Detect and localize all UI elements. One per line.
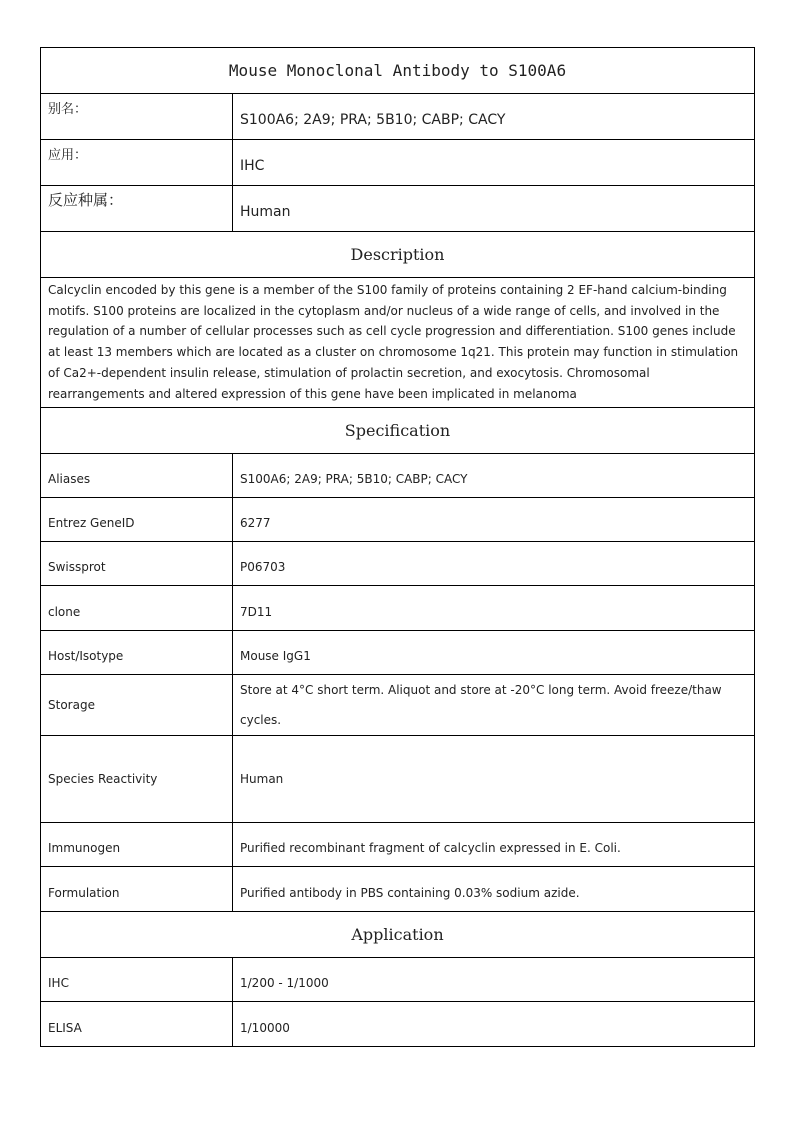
spec-value-swissprot: P06703	[233, 542, 755, 586]
spec-label-aliases: Aliases	[41, 454, 233, 498]
description-heading-row	[41, 232, 755, 278]
alias-label: 别名：	[41, 94, 233, 140]
application-row	[41, 958, 755, 1002]
description-heading: Description	[41, 232, 755, 278]
spec-label-immunogen: Immunogen	[41, 823, 233, 867]
reactivity-summary-row	[41, 186, 755, 232]
description-text: Calcyclin encoded by this gene is a member of the S100 family of proteins containing 2 EF-hand calcium-binding motifs. S100 proteins are localized in the cytoplasm and/or nucleus of a wide range of cells, and involved in the regulation of a number of cellular processes such as cell cycle progression and differentiation. S100 genes include at least 13 members which are located as a cluster on chromosome 1q21. This protein may function in stimulation of Ca2+-dependent insulin release, stimulation of prolactin secretion, and exocytosis. Chromosomal rearrangements and altered expression of this gene have been implicated in melanoma	[41, 278, 755, 408]
description-row	[41, 278, 755, 408]
spec-label-clone: clone	[41, 586, 233, 631]
spec-value-formulation: Purified antibody in PBS containing 0.03% sodium azide.	[233, 867, 755, 912]
application-label-elisa: ELISA	[41, 1002, 233, 1047]
spec-value-host: Mouse IgG1	[233, 631, 755, 675]
application-label-ihc: IHC	[41, 958, 233, 1002]
spec-row	[41, 631, 755, 675]
spec-row	[41, 675, 755, 736]
application-value-elisa: 1/10000	[233, 1002, 755, 1047]
spec-value-clone: 7D11	[233, 586, 755, 631]
application-heading: Application	[41, 912, 755, 958]
spec-row	[41, 867, 755, 912]
spec-label-formulation: Formulation	[41, 867, 233, 912]
specification-heading-row	[41, 408, 755, 454]
spec-label-entrez: Entrez GeneID	[41, 498, 233, 542]
application-summary-row	[41, 140, 755, 186]
spec-value-entrez: 6277	[233, 498, 755, 542]
specification-heading: Specification	[41, 408, 755, 454]
application-value-ihc: 1/200 - 1/1000	[233, 958, 755, 1002]
spec-row	[41, 736, 755, 823]
spec-value-aliases: S100A6; 2A9; PRA; 5B10; CABP; CACY	[233, 454, 755, 498]
application-label: 应用：	[41, 140, 233, 186]
application-heading-row	[41, 912, 755, 958]
reactivity-label: 反应种属：	[41, 186, 233, 232]
spec-value-species: Human	[233, 736, 755, 823]
alias-row	[41, 94, 755, 140]
application-row	[41, 1002, 755, 1047]
spec-row	[41, 498, 755, 542]
spec-row	[41, 586, 755, 631]
spec-value-immunogen: Purified recombinant fragment of calcyclin expressed in E. Coli.	[233, 823, 755, 867]
application-value: IHC	[233, 140, 755, 186]
spec-label-swissprot: Swissprot	[41, 542, 233, 586]
datasheet-table	[40, 47, 755, 1047]
spec-label-species: Species Reactivity	[41, 736, 233, 823]
spec-row	[41, 823, 755, 867]
title-row	[41, 48, 755, 94]
spec-label-host: Host/Isotype	[41, 631, 233, 675]
spec-row	[41, 542, 755, 586]
reactivity-value: Human	[233, 186, 755, 232]
spec-value-storage: Store at 4°C short term. Aliquot and store at -20°C long term. Avoid freeze/thaw cycles.	[233, 675, 755, 736]
product-title: Mouse Monoclonal Antibody to S100A6	[41, 48, 755, 94]
spec-label-storage: Storage	[41, 675, 233, 736]
alias-value: S100A6; 2A9; PRA; 5B10; CABP; CACY	[233, 94, 755, 140]
spec-row	[41, 454, 755, 498]
